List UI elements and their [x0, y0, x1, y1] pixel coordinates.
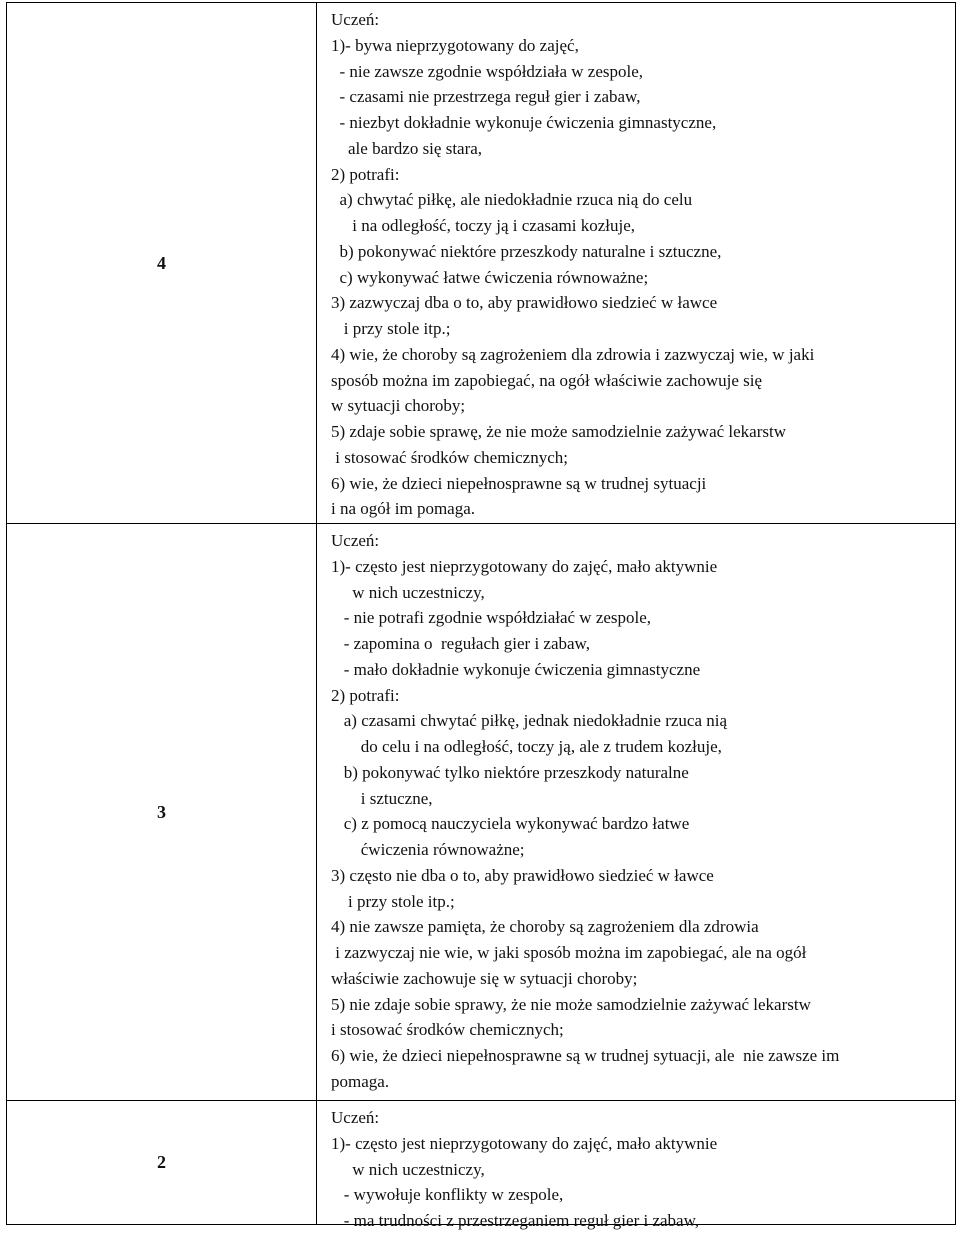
description-line: w nich uczestniczy, — [331, 582, 485, 602]
description-line: i stosować środków chemicznych; — [331, 1020, 564, 1040]
description-line: ćwiczenia równoważne; — [331, 840, 525, 859]
description-line: do celu i na odległość, toczy ją, ale z trudem kozłuje, — [331, 737, 722, 756]
description-line: - wywołuje konflikty w zespole, — [331, 1185, 564, 1205]
grade-description — [317, 1101, 955, 1230]
description-line: i przy stole itp.; — [331, 319, 451, 338]
description-line: - zapomina o regułach gier i zabaw, — [331, 634, 590, 653]
description-line: - nie potrafi zgodnie współdziałać w zespole, — [331, 608, 652, 628]
description-line: c) z pomocą nauczyciela wykonywać bardzo łatwe — [331, 814, 690, 834]
description-line: 4) nie zawsze pamięta, że choroby są zagrożeniem dla zdrowia — [331, 917, 759, 937]
description-line: i stosować środków chemicznych; — [331, 447, 568, 467]
description-line: Uczeń: — [331, 1108, 380, 1127]
description-line: b) pokonywać niektóre przeszkody naturalne i sztuczne, — [331, 241, 722, 261]
description-line: 1)- często jest nieprzygotowany do zajęć, mało aktywnie — [331, 556, 718, 576]
grading-criteria-table — [6, 2, 956, 1230]
grade-description-cell — [317, 1101, 956, 1230]
description-line: właściwie zachowuje się w sytuacji choroby; — [331, 968, 638, 988]
description-line: 2) potrafi: — [331, 164, 400, 184]
grade-description-cell — [317, 3, 956, 524]
description-line: - mało dokładnie wykonuje ćwiczenia gimnastyczne — [331, 659, 701, 679]
grade-number: 2 — [7, 1101, 317, 1225]
description-line: 3) zazwyczaj dba o to, aby prawidłowo siedzieć w ławce — [331, 293, 718, 313]
description-line: - niezbyt dokładnie wykonuje ćwiczenia gimnastyczne, — [331, 113, 717, 132]
description-line: 2) potrafi: — [331, 685, 400, 705]
description-line: w nich uczestniczy, — [331, 1159, 485, 1179]
description-line: - czasami nie przestrzega reguł gier i zabaw, — [331, 87, 641, 107]
description-line: c) wykonywać łatwe ćwiczenia równoważne; — [331, 267, 649, 287]
description-line: 3) często nie dba o to, aby prawidłowo siedzieć w ławce — [331, 865, 714, 885]
grade-row-4 — [7, 3, 956, 524]
grade-description — [317, 3, 955, 523]
description-line: 4) wie, że choroby są zagrożeniem dla zdrowia i zazwyczaj wie, w jaki — [331, 344, 815, 364]
description-line: 5) nie zdaje sobie sprawy, że nie może samodzielnie zażywać lekarstw — [331, 994, 811, 1014]
description-line: 6) wie, że dzieci niepełnosprawne są w trudnej sytuacji — [331, 473, 707, 493]
description-line: sposób można im zapobiegać, na ogół właściwie zachowuje się — [331, 370, 763, 390]
grade-description-cell — [317, 524, 956, 1101]
description-line: i sztuczne, — [331, 788, 433, 808]
description-line: ale bardzo się stara, — [331, 138, 483, 158]
description-line: Uczeń: — [331, 10, 380, 29]
description-line: i przy stole itp.; — [331, 891, 455, 911]
description-line: 1)- często jest nieprzygotowany do zajęć, mało aktywnie — [331, 1133, 718, 1153]
grade-number: 3 — [7, 524, 317, 1101]
grade-number: 4 — [7, 3, 317, 524]
description-line: i na odległość, toczy ją i czasami kozłuje, — [331, 216, 636, 235]
description-line: 1)- bywa nieprzygotowany do zajęć, — [331, 35, 579, 55]
description-line: a) czasami chwytać piłkę, jednak niedokładnie rzuca nią — [331, 711, 728, 731]
description-line: b) pokonywać tylko niektóre przeszkody naturalne — [331, 762, 689, 782]
description-line: i na ogół im pomaga. — [331, 499, 476, 519]
grade-row-2 — [7, 1101, 956, 1225]
description-line: 6) wie, że dzieci niepełnosprawne są w trudnej sytuacji, ale nie zawsze im — [331, 1046, 840, 1065]
description-line: a) chwytać piłkę, ale niedokładnie rzuca nią do celu — [331, 190, 693, 210]
grade-row-3 — [7, 524, 956, 1101]
description-line: 5) zdaje sobie sprawę, że nie może samodzielnie zażywać lekarstw — [331, 422, 787, 441]
description-line: i zazwyczaj nie wie, w jaki sposób można im zapobiegać, ale na ogół — [331, 943, 807, 962]
description-line: - nie zawsze zgodnie współdziała w zespole, — [331, 61, 644, 81]
description-line: w sytuacji choroby; — [331, 396, 466, 416]
description-line: Uczeń: — [331, 531, 380, 550]
description-line: - ma trudności z przestrzeganiem reguł gier i zabaw, — [331, 1211, 700, 1230]
grade-description — [317, 524, 955, 1100]
description-line: pomaga. — [331, 1071, 390, 1091]
